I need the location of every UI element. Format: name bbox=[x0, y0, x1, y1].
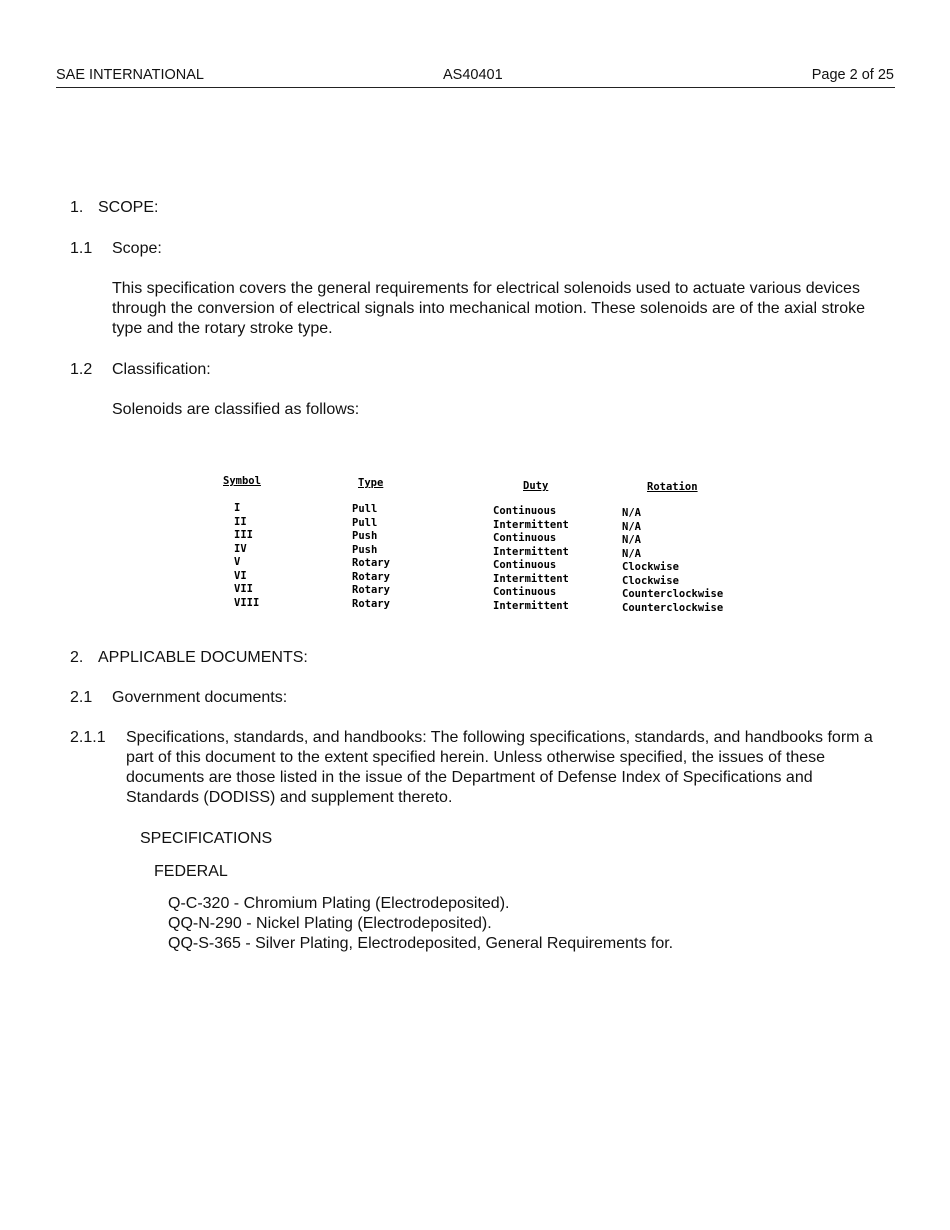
table-cell-duty: Intermittent bbox=[493, 518, 569, 531]
federal-spec-item: QQ-S-365 - Silver Plating, Electrodeposited, General Requirements for. bbox=[168, 935, 674, 952]
section-2-number: 2. bbox=[70, 649, 84, 666]
table-cell-duty: Intermittent bbox=[493, 599, 569, 612]
table-cell-duty: Intermittent bbox=[493, 545, 569, 558]
table-cell-duty: Continuous bbox=[493, 532, 557, 544]
section-2-1-title: Government documents: bbox=[112, 689, 288, 706]
table-cell-symbol: V bbox=[234, 556, 241, 568]
table-column-duty bbox=[493, 505, 569, 613]
table-header-rotation: Rotation bbox=[647, 481, 698, 493]
section-2-title: APPLICABLE DOCUMENTS: bbox=[98, 649, 308, 666]
section-1-2-body: Solenoids are classified as follows: bbox=[112, 401, 360, 418]
table-header-type: Type bbox=[358, 477, 384, 489]
section-1-1-body: This specification covers the general requirements for electrical solenoids used to actuate various devices through the conversion of electrical signals into mechanical motion. These solenoids are of the axial stroke type and the rotary stroke type. bbox=[112, 280, 866, 337]
table-cell-rotation: Counterclockwise bbox=[622, 601, 724, 614]
table-cell-rotation: N/A bbox=[622, 520, 641, 533]
table-header-symbol: Symbol bbox=[223, 475, 261, 487]
federal-heading: FEDERAL bbox=[154, 863, 228, 880]
specifications-heading: SPECIFICATIONS bbox=[140, 830, 273, 847]
federal-spec-item: QQ-N-290 - Nickel Plating (Electrodeposited). bbox=[168, 915, 492, 932]
section-1-2-title: Classification: bbox=[112, 361, 211, 378]
table-header-duty: Duty bbox=[523, 480, 549, 492]
section-1-title: SCOPE: bbox=[98, 199, 159, 216]
table-cell-symbol: VIII bbox=[234, 596, 260, 609]
table-cell-type: Rotary bbox=[352, 597, 390, 610]
section-1-1-title: Scope: bbox=[112, 240, 162, 257]
table-cell-type: Push bbox=[352, 530, 378, 542]
header-rule bbox=[56, 87, 895, 88]
header-document-number: AS40401 bbox=[443, 67, 503, 83]
table-cell-symbol: VI bbox=[234, 569, 247, 582]
table-cell-type: Pull bbox=[352, 503, 378, 515]
section-2-1-1-number: 2.1.1 bbox=[70, 729, 106, 746]
table-column-symbol bbox=[234, 502, 259, 610]
table-cell-type: Rotary bbox=[352, 570, 390, 583]
table-cell-rotation: N/A bbox=[622, 547, 641, 560]
table-column-rotation bbox=[622, 507, 723, 615]
section-1-1-number: 1.1 bbox=[70, 240, 93, 257]
table-cell-rotation: Clockwise bbox=[622, 574, 679, 587]
table-cell-symbol: I bbox=[234, 502, 241, 514]
federal-spec-item: Q-C-320 - Chromium Plating (Electrodeposited). bbox=[168, 895, 510, 912]
section-1-2-number: 1.2 bbox=[70, 361, 93, 378]
header-page-number: Page 2 of 25 bbox=[811, 67, 894, 83]
table-cell-type: Pull bbox=[352, 516, 378, 529]
table-cell-rotation: N/A bbox=[622, 507, 641, 519]
table-cell-symbol: II bbox=[234, 515, 247, 528]
table-column-type bbox=[352, 503, 390, 611]
table-cell-type: Push bbox=[352, 543, 378, 556]
table-cell-rotation: Clockwise bbox=[622, 561, 679, 573]
table-cell-duty: Continuous bbox=[493, 505, 557, 517]
table-cell-rotation: N/A bbox=[622, 534, 641, 546]
table-cell-type: Rotary bbox=[352, 584, 390, 596]
table-cell-symbol: IV bbox=[234, 542, 247, 555]
section-2-1-1-body: Specifications, standards, and handbooks: The following specifications, standards, and handbooks form a part of this document to the extent specified herein. Unless otherwise specified, the issues of these documents are those listed in the issue of the Department of Defense Index of Specifications and Standards (DODISS) and supplement thereto. bbox=[126, 729, 873, 806]
table-cell-duty: Continuous bbox=[493, 586, 557, 598]
header-organization: SAE INTERNATIONAL bbox=[56, 67, 204, 83]
section-2-1-number: 2.1 bbox=[70, 689, 93, 706]
table-cell-type: Rotary bbox=[352, 557, 390, 569]
table-cell-symbol: VII bbox=[234, 583, 253, 595]
table-cell-duty: Intermittent bbox=[493, 572, 569, 585]
table-cell-symbol: III bbox=[234, 529, 253, 541]
section-1-number: 1. bbox=[70, 199, 84, 216]
table-cell-duty: Continuous bbox=[493, 559, 557, 571]
table-cell-rotation: Counterclockwise bbox=[622, 588, 724, 600]
